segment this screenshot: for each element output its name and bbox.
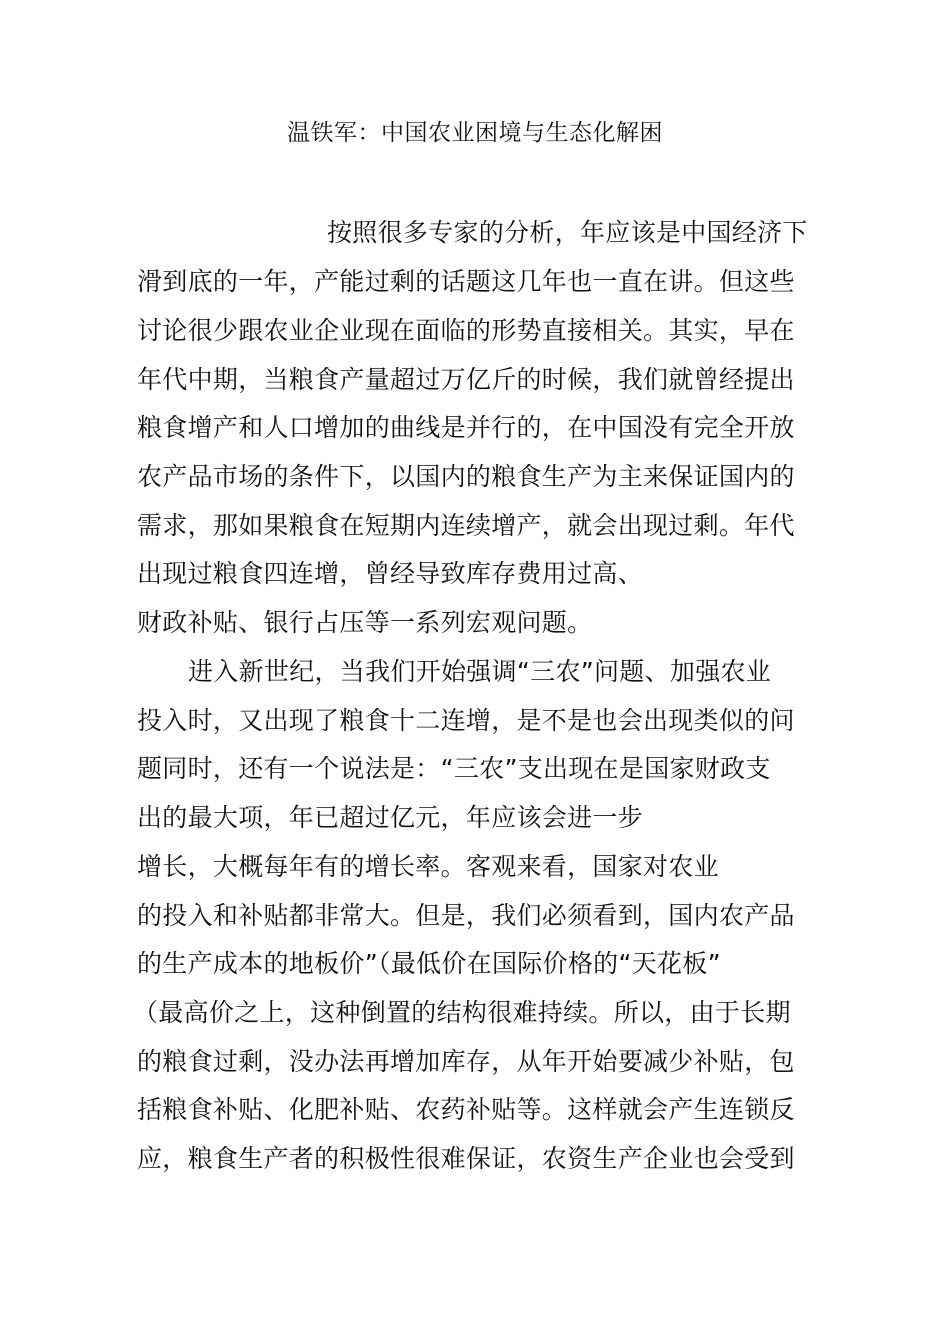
paragraph-line: 需求，那如果粮食在短期内连续增产，就会出现过剩。年代 (137, 511, 795, 540)
paragraph-line: 滑到底的一年，产能过剩的话题这几年也一直在讲。但这些 (137, 267, 795, 296)
paragraph-line: 财政补贴、银行占压等一系列宏观问题。 (137, 608, 593, 637)
paragraph-line: 讨论很少跟农业企业现在面临的形势直接相关。其实，早在 (137, 316, 795, 345)
paragraph-line: （最高价之上，这种倒置的结构很难持续。所以，由于长期 (133, 998, 791, 1027)
paragraph-line: 按照很多专家的分析，年应该是中国经济下 (327, 218, 808, 247)
paragraph-line: 出的最大项，年已超过亿元，年应该会进一步 (137, 803, 644, 832)
paragraph-line: 农产品市场的条件下，以国内的粮食生产为主来保证国内的 (137, 462, 795, 491)
paragraph-line: 的投入和补贴都非常大。但是，我们必须看到，国内农产品 (137, 901, 795, 930)
paragraph-line: 应，粮食生产者的积极性很难保证，农资生产企业也会受到 (137, 1144, 795, 1173)
paragraph-line: 题同时，还有一个说法是：“三农”支出现在是国家财政支 (137, 754, 771, 783)
paragraph-line: 的生产成本的地板价”（最低价在国际价格的“天花板” (137, 949, 721, 978)
paragraph-line: 的粮食过剩，没办法再增加库存，从年开始要减少补贴，包 (137, 1047, 795, 1076)
paragraph-line: 投入时，又出现了粮食十二连增，是不是也会出现类似的问 (137, 706, 795, 735)
page-title: 温铁军：中国农业困境与生态化解困 (287, 120, 663, 146)
paragraph-line: 年代中期，当粮食产量超过万亿斤的时候，我们就曾经提出 (137, 365, 795, 394)
paragraph-line: 出现过粮食四连增，曾经导致库存费用过高、 (137, 559, 644, 588)
paragraph-line: 进入新世纪，当我们开始强调“三农”问题、加强农业 (188, 657, 772, 686)
paragraph-line: 括粮食补贴、化肥补贴、农药补贴等。这样就会产生连锁反 (137, 1095, 795, 1124)
paragraph-line: 粮食增产和人口增加的曲线是并行的，在中国没有完全开放 (137, 413, 795, 442)
paragraph-line: 增长，大概每年有的增长率。客观来看，国家对农业 (137, 852, 719, 881)
